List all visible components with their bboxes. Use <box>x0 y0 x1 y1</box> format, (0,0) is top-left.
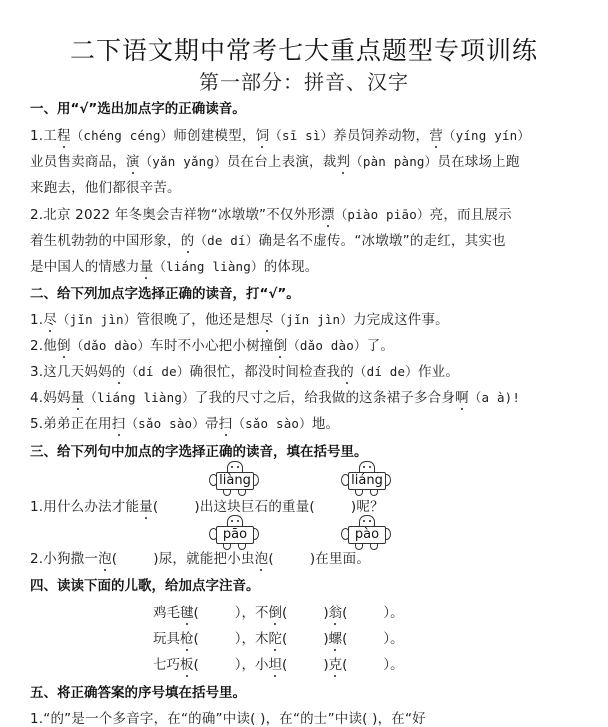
text: 确很忙，都没时间检查我 <box>189 364 341 380</box>
text: )呢？ <box>350 499 384 515</box>
text: 帚 <box>204 416 219 432</box>
q2-item-5 <box>30 412 339 432</box>
text: 3.这几天妈妈 <box>30 364 112 380</box>
open-paren: ( <box>342 657 348 673</box>
q2-item-2 <box>30 334 394 354</box>
q1-1-line-1 <box>30 124 530 144</box>
text: ）。 <box>383 605 404 621</box>
q1-1-line-3 <box>30 176 181 196</box>
text: )尿，就能把小虫 <box>153 551 255 567</box>
text: 了。 <box>366 338 395 354</box>
pinyin-choice: （jǐn jìn） <box>273 312 353 327</box>
dotted-char: 漂 <box>321 203 335 223</box>
text: ），木 <box>234 631 269 647</box>
dotted-char: 倒 <box>269 601 283 621</box>
text: 2.他 <box>30 338 57 354</box>
pinyin-choice: （piào piāo） <box>334 207 430 222</box>
section-4-heading: 四、读读下面的儿歌，给加点字注音。 <box>30 578 260 594</box>
text: 2.小狗撒一 <box>30 551 99 567</box>
open-paren: ( <box>152 499 159 515</box>
dotted-char: 螺 <box>329 627 343 647</box>
text: 是中国人的情感力 <box>30 259 140 275</box>
dotted-char: 的 <box>112 360 126 380</box>
pinyin-choice: （liáng liàng） <box>153 259 264 274</box>
dotted-char: 陀 <box>269 627 283 647</box>
pinyin-choice: （sǎo sào） <box>125 416 205 431</box>
dotted-char: 量 <box>140 255 154 275</box>
text: 了我的尺寸之后，给我做的这条裙子多合身 <box>194 390 456 406</box>
section-2-heading: 二、给下列加点字选择正确的读音，打“√”。 <box>30 286 300 302</box>
pinyin-card: pào <box>348 526 386 544</box>
dotted-char: 的 <box>340 360 354 380</box>
dotted-char: 扫 <box>112 412 126 432</box>
open-paren: ( <box>111 551 118 567</box>
dotted-char: 啊 <box>455 386 469 406</box>
text: 地。 <box>311 416 340 432</box>
pinyin-choice: （yíng yín） <box>442 128 531 143</box>
open-paren: ( <box>282 605 288 621</box>
pinyin-choice: （sǎo sào） <box>232 416 312 431</box>
text: )出这块巨石的重量( <box>194 499 315 515</box>
text: 业员售卖商品， <box>30 154 126 170</box>
text: 管很晚了，他还是想 <box>136 312 260 328</box>
text: ），不 <box>234 605 269 621</box>
open-paren: ( <box>193 657 199 673</box>
text: 员在球场上跑 <box>437 154 520 170</box>
poem-line-2 <box>153 627 404 647</box>
pinyin-choice: （dí de） <box>353 364 418 379</box>
dotted-char: 的 <box>181 229 195 249</box>
q2-item-4 <box>30 386 520 406</box>
pinyin-choice: （a à)! <box>468 390 521 405</box>
text: ) <box>323 631 329 647</box>
text: 鸡毛 <box>153 605 180 621</box>
pinyin-choice: （chéng céng） <box>70 128 174 143</box>
text: ) <box>323 605 329 621</box>
text: 车时不小心把小树撞 <box>150 338 274 354</box>
open-paren: ( <box>342 631 348 647</box>
text: 来跑去，他们都很辛苦。 <box>30 180 181 196</box>
open-paren: ( <box>268 551 274 567</box>
pinyin-choice: （jǐn jìn） <box>56 312 137 327</box>
pinyin-choice: （dǎo dào） <box>287 338 367 353</box>
dotted-char: 饲 <box>256 124 270 144</box>
text: ），小 <box>234 657 269 673</box>
text: 1.用什么办法才能 <box>30 499 140 515</box>
text: 作业。 <box>417 364 460 380</box>
pinyin-choice: （liáng liàng） <box>84 390 195 405</box>
dotted-char: 泡 <box>255 547 269 567</box>
pinyin-choice: （dǎo dào） <box>70 338 151 353</box>
text: 确是名不虚传。“冰墩墩”的走红，其实也 <box>258 233 506 249</box>
text: 1. <box>30 312 44 328</box>
text: 5.弟弟正在用 <box>30 416 112 432</box>
dotted-char: 扫 <box>219 412 233 432</box>
text: ) <box>323 657 329 673</box>
dotted-char: 营 <box>429 124 443 144</box>
pinyin-choice: （dí de） <box>125 364 190 379</box>
pinyin-card: pāo <box>216 526 254 544</box>
q1-2-line-1 <box>30 203 512 223</box>
dotted-char: 枪 <box>180 627 194 647</box>
pinyin-choice: （de dí） <box>194 233 259 248</box>
dotted-char: 倒 <box>273 334 287 354</box>
text: ）。 <box>383 657 404 673</box>
open-paren: ( <box>193 631 199 647</box>
dotted-char: 倒 <box>57 334 71 354</box>
q1-2-line-3 <box>30 255 319 275</box>
section-1-heading: 一、用“√”选出加点字的正确读音。 <box>30 101 246 117</box>
dotted-char: 坦 <box>269 653 283 673</box>
dotted-char: 尽 <box>43 308 57 328</box>
document-title: 二下语文期中常考七大重点题型专项训练 <box>69 36 538 65</box>
text: 着生机勃勃的中国形象， <box>30 233 181 249</box>
document-subtitle: 第一部分：拼音、汉字 <box>199 70 409 94</box>
q1-1-line-2 <box>30 150 520 170</box>
text: 师创建模型， <box>173 128 256 144</box>
text: 员在台上表演，裁 <box>226 154 337 170</box>
poem-line-3 <box>153 653 404 673</box>
pinyin-card: liàng <box>216 472 254 490</box>
pinyin-card: liáng <box>348 472 386 490</box>
dotted-char: 演 <box>126 150 140 170</box>
text: )在里面。 <box>309 551 371 567</box>
open-paren: ( <box>282 631 288 647</box>
text: 的体现。 <box>263 259 319 275</box>
section-5-heading: 五、将正确答案的序号填在括号里。 <box>30 685 246 701</box>
bird-foot-icon <box>370 543 378 550</box>
q2-item-1 <box>30 308 449 328</box>
open-paren: ( <box>342 605 348 621</box>
text: 养员饲养动物， <box>333 128 430 144</box>
text: 亮，而且展示 <box>429 207 512 223</box>
dotted-char: 板 <box>180 653 194 673</box>
text: 4.妈妈 <box>30 390 71 406</box>
text: 力完成这件事。 <box>352 312 449 328</box>
open-paren: ( <box>282 657 288 673</box>
pinyin-choice: （sī sì） <box>269 128 334 143</box>
text: ）。 <box>383 631 404 647</box>
pinyin-choice: （pàn pàng） <box>350 154 438 169</box>
dotted-char: 克 <box>329 653 343 673</box>
q3-item-1 <box>30 495 384 515</box>
dotted-char: 翁 <box>329 601 343 621</box>
bird-card-liang-2 <box>340 460 392 500</box>
q5-item-1: 1.“的”是一个多音字，在“的确”中读( )，在“的士”中读( )，在“好 <box>30 711 426 727</box>
dotted-char: 量 <box>71 386 85 406</box>
text: 玩具 <box>153 631 180 647</box>
dotted-char: 尽 <box>260 308 274 328</box>
poem-line-1 <box>153 601 404 621</box>
pinyin-choice: （yǎn yǎng） <box>139 154 227 169</box>
text: 七巧 <box>153 657 180 673</box>
q3-item-2 <box>30 547 370 567</box>
text: 1.工 <box>30 128 57 144</box>
section-3-heading: 三、给下列句中加点的字选择正确的读音，填在括号里。 <box>30 444 368 460</box>
dotted-char: 泡 <box>98 547 112 567</box>
q2-item-3 <box>30 360 459 380</box>
bird-card-liang-1 <box>208 460 260 500</box>
dotted-char: 程 <box>57 124 71 144</box>
q1-2-line-2 <box>30 229 506 249</box>
open-paren: ( <box>193 605 199 621</box>
dotted-char: 判 <box>336 150 350 170</box>
text: 2.北京 2022 年冬奥会吉祥物“冰墩墩”不仅外形 <box>30 207 322 223</box>
dotted-char: 量 <box>139 495 153 515</box>
dotted-char: 毽 <box>180 601 194 621</box>
